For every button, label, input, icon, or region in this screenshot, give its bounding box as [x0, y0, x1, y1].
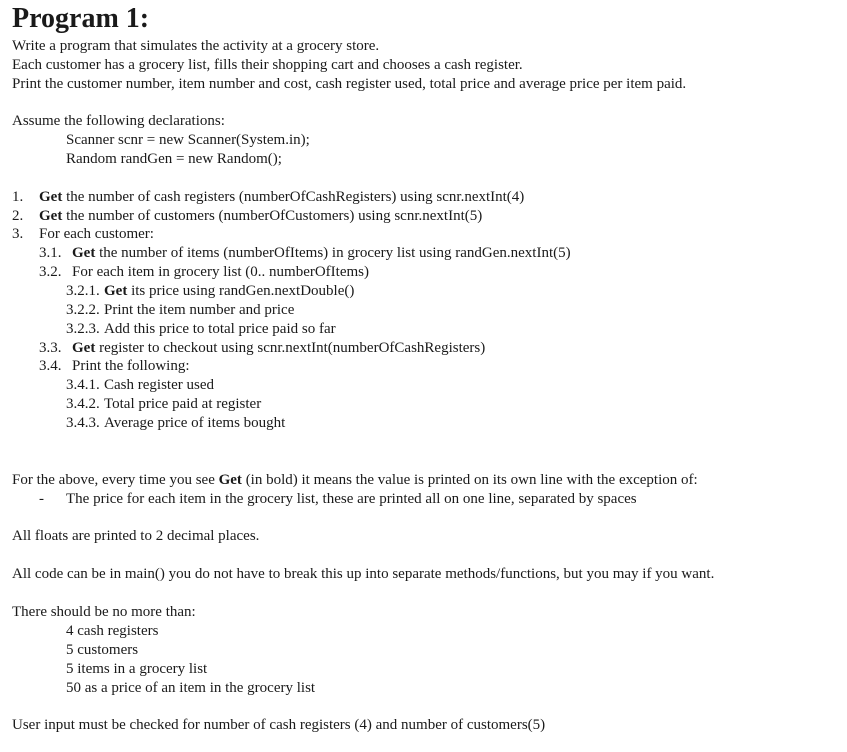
step-3-3	[39, 339, 485, 358]
step-keyword: Get	[104, 283, 128, 299]
step-number: 3.4.2.	[66, 396, 100, 412]
step-text: For each customer:	[39, 226, 154, 242]
step-number: 3.2.2.	[66, 302, 100, 318]
step-text: Average price of items bought	[104, 415, 286, 431]
step-number: 3.4.3.	[66, 415, 100, 431]
step-number: 3.1.	[39, 245, 62, 261]
step-3-4	[39, 357, 190, 376]
step-number: 1.	[12, 189, 24, 205]
limit-item: 5 customers	[66, 642, 139, 658]
declarations-heading: Assume the following declarations:	[12, 113, 225, 129]
step-text: Print the following:	[72, 358, 190, 374]
get-note-keyword: Get	[218, 472, 242, 488]
step-keyword: Get	[72, 245, 96, 261]
step-3-2	[39, 263, 369, 282]
limit-item: 50 as a price of an item in the grocery list	[66, 680, 316, 696]
step-text: For each item in grocery list (0.. numberOfItems)	[72, 264, 369, 280]
step-text: the number of cash registers (numberOfCashRegisters) using scnr.nextInt(4)	[62, 189, 525, 205]
step-number: 3.3.	[39, 340, 62, 356]
step-text: Print the item number and price	[104, 302, 295, 318]
step-3	[12, 225, 154, 244]
limit-item: 4 cash registers	[66, 623, 159, 639]
step-keyword: Get	[72, 340, 96, 356]
step-3-2-3	[66, 320, 336, 339]
step-3-2-2	[66, 301, 294, 320]
step-2	[12, 207, 482, 226]
step-text: Add this price to total price paid so far	[104, 321, 336, 337]
intro-line: Write a program that simulates the activity at a grocery store.	[12, 38, 380, 54]
get-note-before: For the above, every time you see	[12, 472, 219, 488]
get-note-exception	[39, 490, 637, 509]
step-number: 2.	[12, 208, 24, 224]
floats-note: All floats are printed to 2 decimal places.	[12, 528, 260, 544]
step-text: Total price paid at register	[104, 396, 262, 412]
step-1	[12, 188, 524, 207]
step-number: 3.4.	[39, 358, 62, 374]
step-3-2-1	[66, 282, 354, 301]
step-text: the number of customers (numberOfCustomers) using scnr.nextInt(5)	[62, 208, 483, 224]
step-number: 3.2.	[39, 264, 62, 280]
limit-item: 5 items in a grocery list	[66, 661, 208, 677]
page-title: Program 1:	[12, 3, 150, 34]
step-text: its price using randGen.nextDouble()	[127, 283, 355, 299]
limits-heading: There should be no more than:	[12, 604, 196, 620]
dash-bullet: -	[39, 491, 44, 507]
step-3-4-1	[66, 376, 214, 395]
get-note	[12, 471, 698, 490]
step-3-1	[39, 244, 571, 263]
declaration-line: Random randGen = new Random();	[66, 151, 282, 167]
step-number: 3.	[12, 226, 24, 242]
main-note: All code can be in main() you do not have to break this up into separate methods/functions, but you may if you want.	[12, 566, 715, 582]
step-keyword: Get	[39, 208, 63, 224]
step-text: register to checkout using scnr.nextInt(numberOfCashRegisters)	[95, 340, 486, 356]
intro-line: Print the customer number, item number and cost, cash register used, total price and average price per item paid.	[12, 76, 687, 92]
step-number: 3.2.3.	[66, 321, 100, 337]
declaration-line: Scanner scnr = new Scanner(System.in);	[66, 132, 310, 148]
step-3-4-2	[66, 395, 261, 414]
exception-text: The price for each item in the grocery list, these are printed all on one line, separated by spaces	[66, 491, 637, 507]
step-3-4-3	[66, 414, 285, 433]
step-text: Cash register used	[104, 377, 214, 393]
input-check-note: User input must be checked for number of cash registers (4) and number of customers(5)	[12, 717, 546, 733]
get-note-after: (in bold) it means the value is printed on its own line with the exception of:	[241, 472, 698, 488]
step-number: 3.4.1.	[66, 377, 100, 393]
step-keyword: Get	[39, 189, 63, 205]
step-text: the number of items (numberOfItems) in grocery list using randGen.nextInt(5)	[95, 245, 571, 261]
step-number: 3.2.1.	[66, 283, 100, 299]
intro-line: Each customer has a grocery list, fills their shopping cart and chooses a cash register.	[12, 57, 523, 73]
